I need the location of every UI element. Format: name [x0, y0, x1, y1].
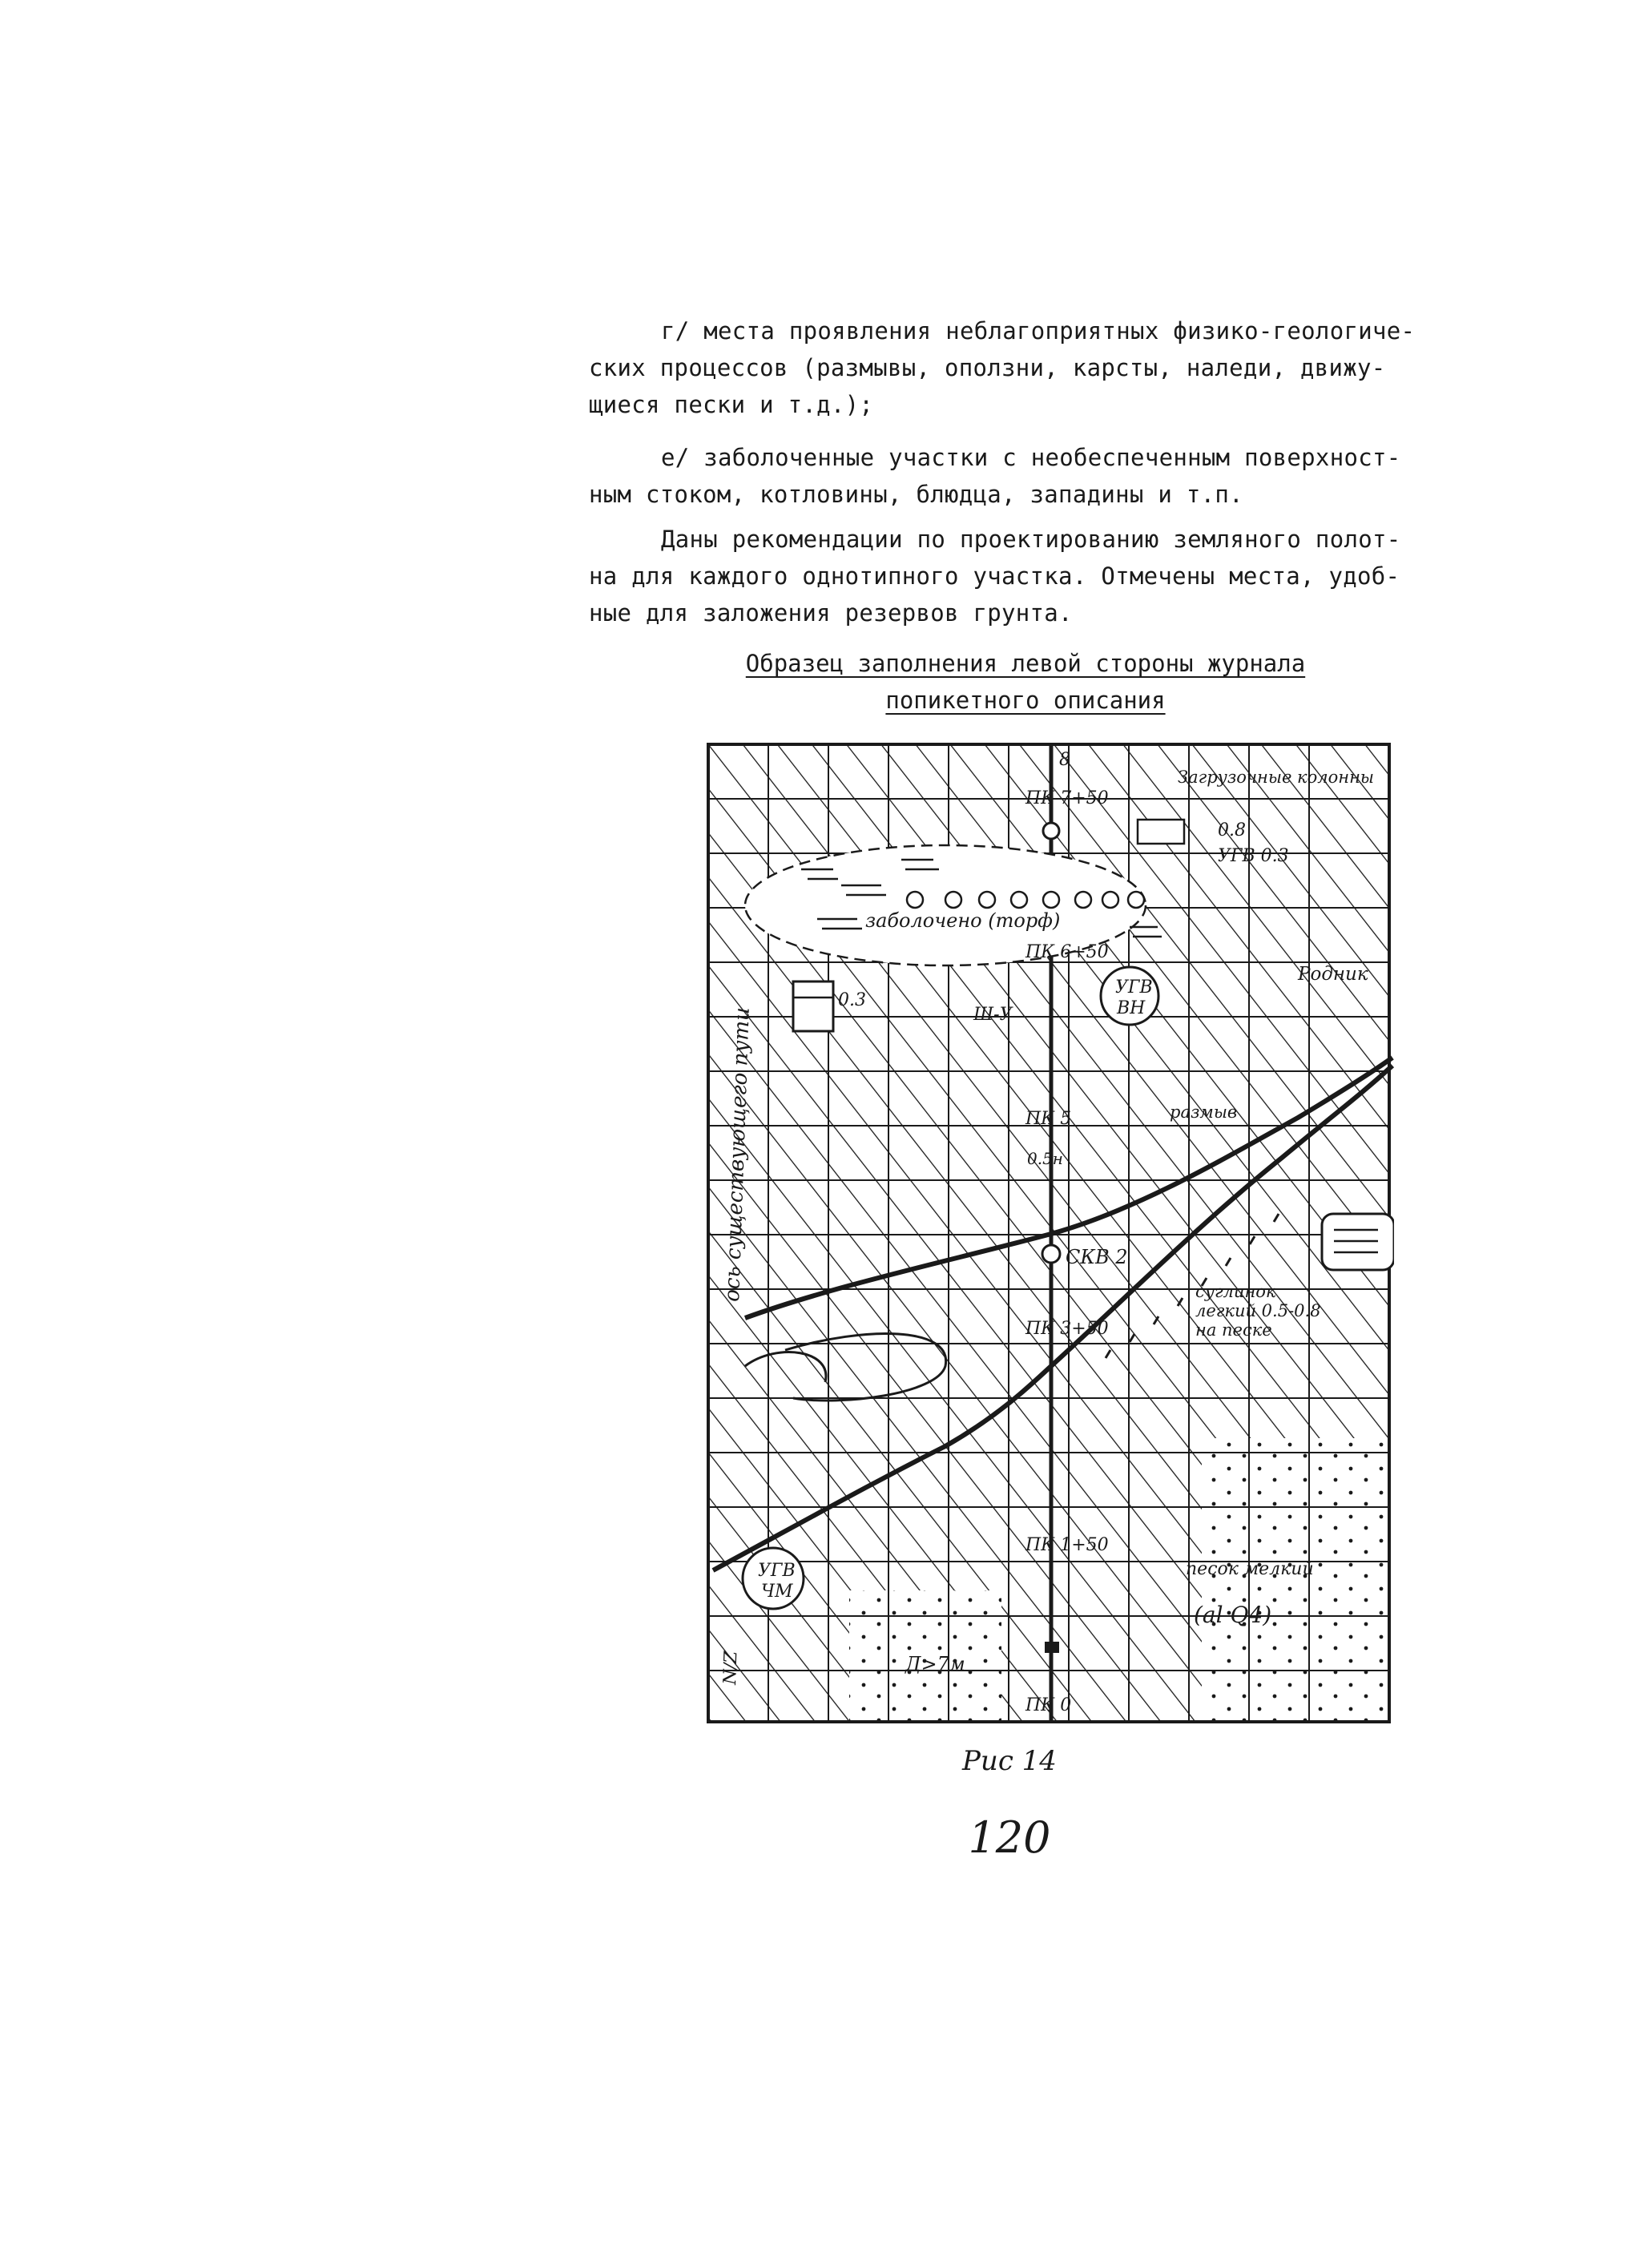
survey-journal-sketch [705, 741, 1394, 1727]
paragraph-e: е/ заболоченные участки с необеспеченным поверхност- ным стоком, котловины, блюдца, западины и т.п. [589, 444, 1401, 508]
loam-label-3: на песке [1195, 1320, 1272, 1340]
gwl-bottom-label-2: ЧМ [761, 1582, 793, 1602]
spring-label: Родник [1298, 964, 1368, 985]
loam-label-2: легкий 0.5-0.8 [1195, 1301, 1321, 1320]
page-number: 120 [968, 1812, 1051, 1863]
pk-150-label: ПК 1+50 [1025, 1535, 1109, 1555]
soil-pit [793, 981, 833, 1031]
pit-depth-label: 0.3 [838, 990, 866, 1010]
top-right-note: Загрузочные колонны [1178, 768, 1375, 787]
depth-label: 0.5н [1027, 1149, 1063, 1168]
paragraph-recommendations: Даны рекомендации по проектированию земляного полот- на для каждого однотипного участка. Отмечены места, удоб- ные для заложения резервов грунта. [589, 526, 1401, 627]
figure-caption-line-2: попикетного описания [885, 687, 1166, 714]
figure-caption-line-1: Образец заполнения левой стороны журнала [745, 650, 1306, 677]
depth-08-label: 0.8 [1218, 820, 1246, 840]
gwl-top-label: УГВ 0.3 [1218, 846, 1289, 866]
gwl-mid-label-2: ВН [1117, 998, 1146, 1018]
shu-label: Ш-У [973, 1005, 1013, 1025]
station-marker-750 [1043, 823, 1059, 839]
sand-label-1: песок мелкий [1186, 1559, 1314, 1579]
margin-note: ось существующего пути [720, 1006, 755, 1303]
pk-0-label: ПК 0 [1025, 1695, 1072, 1715]
gwl-bottom-label-1: УГВ [758, 1561, 796, 1581]
figure-label: Рис 14 [962, 1745, 1057, 1777]
loam-label-1: суглинок [1195, 1282, 1276, 1301]
pk-350-label: ПК 3+50 [1025, 1319, 1109, 1339]
north-arrow-label: N/Z [720, 1650, 742, 1686]
gwl-mid-label-1: УГВ [1115, 977, 1153, 998]
swamp-label: заболочено (торф) [865, 909, 1061, 932]
washout-label: размыв [1170, 1102, 1238, 1122]
pk-650-label: ПК 6+50 [1025, 942, 1109, 962]
pk-5-label: ПК 5 [1025, 1109, 1072, 1129]
borehole-2 [1042, 1245, 1060, 1263]
sand-area-dots [1202, 1438, 1394, 1727]
pk-8-label: 8 [1059, 750, 1070, 770]
borehole-label: СКВ 2 [1066, 1246, 1128, 1268]
gauge-box [1138, 820, 1184, 844]
paragraph-g: г/ места проявления неблагоприятных физико-геологиче- ских процессов (размывы, оползни, карсты, наледи, движу- щиеся пески и т.д.); [589, 317, 1416, 418]
station-marker-150 [1045, 1642, 1059, 1653]
pk-750-label: ПК 7+50 [1025, 788, 1109, 808]
depth-gt-7m-label: Д>7м [905, 1653, 965, 1675]
sand-label-2: (al Q4) [1194, 1602, 1272, 1628]
